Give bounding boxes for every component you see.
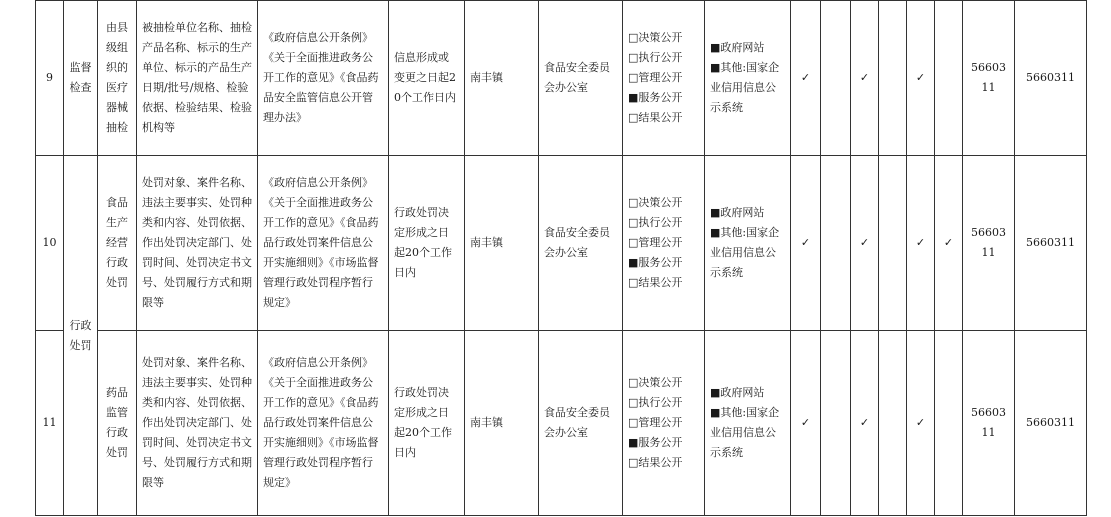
- disclosure-option: □执行公开: [628, 51, 683, 64]
- phone-cell: 5660311: [1015, 1, 1087, 156]
- check-mark: ✓: [851, 1, 879, 156]
- check-mark: [879, 156, 907, 331]
- check-mark: [821, 1, 851, 156]
- disclosure-option: □管理公开: [628, 416, 683, 429]
- check-mark: [879, 1, 907, 156]
- row-number: 9: [36, 1, 64, 156]
- time-limit-cell: 信息形成或变更之日起20个工作日内: [389, 1, 465, 156]
- check-mark: ✓: [935, 156, 963, 331]
- item-cell: 由县级组织的医疗器械抽检: [98, 1, 137, 156]
- disclosure-option: □决策公开: [628, 376, 683, 389]
- content-cell: 处罚对象、案件名称、违法主要事实、处罚种类和内容、处罚依据、作出处罚决定部门、处罚时间、处罚决定书文号、处罚履行方式和期限等: [137, 331, 258, 516]
- channel-cell: [705, 1, 791, 156]
- item-cell: 药品监管行政处罚: [98, 331, 137, 516]
- disclosure-option: ■服务公开: [628, 91, 683, 104]
- check-mark: ✓: [851, 156, 879, 331]
- basis-cell: 《政府信息公开条例》《关于全面推进政务公开工作的意见》《食品药品行政处罚案件信息公开实施细则》《市场监督管理行政处罚程序暂行规定》: [258, 156, 389, 331]
- disclosure-option: □结果公开: [628, 111, 683, 124]
- row-number: 10: [36, 156, 64, 331]
- category-cell: 监督检查: [64, 1, 98, 156]
- check-mark: [935, 331, 963, 516]
- table-row: [36, 331, 1087, 516]
- disclosure-option: □结果公开: [628, 456, 683, 469]
- check-mark: [935, 1, 963, 156]
- phone-cell: 5660311: [963, 331, 1015, 516]
- disclosure-option: □结果公开: [628, 276, 683, 289]
- check-mark: ✓: [791, 1, 821, 156]
- channel-cell: [705, 156, 791, 331]
- subject-cell: 南丰镇: [465, 1, 539, 156]
- office-cell: 食品安全委员会办公室: [539, 331, 623, 516]
- subject-cell: 南丰镇: [465, 331, 539, 516]
- check-mark: [821, 331, 851, 516]
- check-mark: ✓: [907, 331, 935, 516]
- disclosure-option: □决策公开: [628, 31, 683, 44]
- time-limit-cell: 行政处罚决定形成之日起20个工作日内: [389, 331, 465, 516]
- category-cell: 行政处罚: [64, 156, 98, 516]
- content-cell: 被抽检单位名称、抽检产品名称、标示的生产单位、标示的产品生产日期/批号/规格、检验依据、检验结果、检验机构等: [137, 1, 258, 156]
- channel-option: ■政府网站: [710, 206, 765, 219]
- disclosure-type-cell: [623, 156, 705, 331]
- disclosure-option: ■服务公开: [628, 256, 683, 269]
- disclosure-type-cell: [623, 1, 705, 156]
- disclosure-option: □执行公开: [628, 216, 683, 229]
- disclosure-option: □管理公开: [628, 71, 683, 84]
- time-limit-cell: 行政处罚决定形成之日起20个工作日内: [389, 156, 465, 331]
- basis-cell: 《政府信息公开条例》《关于全面推进政务公开工作的意见》《食品药品行政处罚案件信息公开实施细则》《市场监督管理行政处罚程序暂行规定》: [258, 331, 389, 516]
- disclosure-table: [35, 0, 1087, 516]
- disclosure-option: □管理公开: [628, 236, 683, 249]
- phone-cell: 5660311: [1015, 156, 1087, 331]
- content-cell: 处罚对象、案件名称、违法主要事实、处罚种类和内容、处罚依据、作出处罚决定部门、处罚时间、处罚决定书文号、处罚履行方式和期限等: [137, 156, 258, 331]
- channel-option: ■其他:国家企业信用信息公示系统: [710, 406, 780, 459]
- channel-cell: [705, 331, 791, 516]
- basis-cell: 《政府信息公开条例》《关于全面推进政务公开工作的意见》《食品药品安全监管信息公开管理办法》: [258, 1, 389, 156]
- check-mark: ✓: [791, 331, 821, 516]
- table-row: [36, 1, 1087, 156]
- office-cell: 食品安全委员会办公室: [539, 156, 623, 331]
- channel-option: ■政府网站: [710, 41, 765, 54]
- check-mark: ✓: [907, 156, 935, 331]
- check-mark: [879, 331, 907, 516]
- subject-cell: 南丰镇: [465, 156, 539, 331]
- channel-option: ■其他:国家企业信用信息公示系统: [710, 226, 780, 279]
- table-row: [36, 156, 1087, 331]
- phone-cell: 5660311: [1015, 331, 1087, 516]
- check-mark: ✓: [791, 156, 821, 331]
- phone-cell: 5660311: [963, 156, 1015, 331]
- disclosure-option: ■服务公开: [628, 436, 683, 449]
- check-mark: [821, 156, 851, 331]
- disclosure-type-cell: [623, 331, 705, 516]
- disclosure-option: □执行公开: [628, 396, 683, 409]
- check-mark: ✓: [907, 1, 935, 156]
- office-cell: 食品安全委员会办公室: [539, 1, 623, 156]
- channel-option: ■政府网站: [710, 386, 765, 399]
- check-mark: ✓: [851, 331, 879, 516]
- row-number: 11: [36, 331, 64, 516]
- item-cell: 食品生产经营行政处罚: [98, 156, 137, 331]
- channel-option: ■其他:国家企业信用信息公示系统: [710, 61, 780, 114]
- disclosure-option: □决策公开: [628, 196, 683, 209]
- phone-cell: 5660311: [963, 1, 1015, 156]
